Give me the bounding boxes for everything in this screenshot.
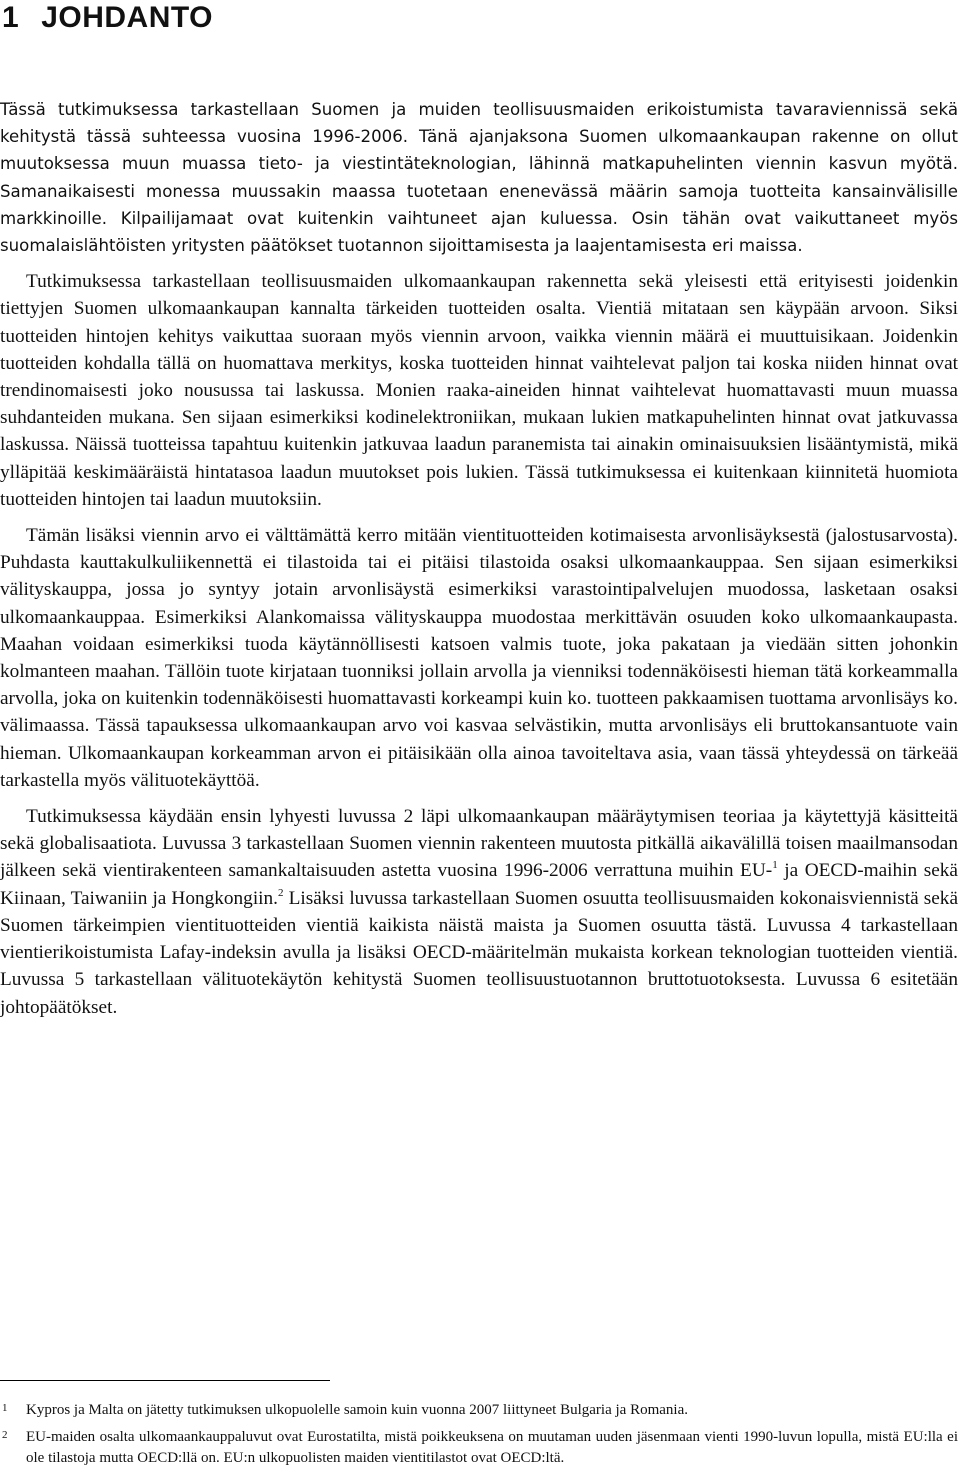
footnote-1: [0, 1400, 958, 1421]
paragraph-2: Tutkimuksessa tarkastellaan teollisuusmaiden ulkomaankaupan rakennetta sekä yleisesti että erityisesti joidenkin tiettyjen Suomen ulkomaankaupan kannalta tärkeiden tuotteiden osalta. Vientiä mitataan sen käypään arvoon. Siksi tuotteiden hintojen kehitys vaikuttaa suoraan myös viennin arvoon, vaikka viennin määrä ei muuttuisikaan. Joidenkin tuotteiden kohdalla tällä on huomattava merkitys, koska tuotteiden hinnat vaihtelevat paljon tai koska niiden hinnat ovat trendinomaisesti joko nousussa tai laskussa. Monien raaka-aineiden hinnat vaihtelevat huomattavasti muun muassa suhdanteiden mukana. Sen sijaan esimerkiksi kodinelektroniikan, mukaan lukien matkapuhelinten hinnat ovat jatkuvassa laskussa. Näissä tuotteissa tapahtuu kuitenkin jatkuvaa laadun paranemista tai ainakin ominaisuuksien lisääntymistä, mikä ylläpitää keskimääräistä hintatasoa laadun muutokset pois lukien. Tässä tutkimuksessa ei kuitenkaan kiinnitetä huomiota tuotteiden hintojen tai laadun muutoksiin.: [0, 271, 958, 510]
paragraph-1: Tässä tutkimuksessa tarkastellaan Suomen ja muiden teollisuusmaiden erikoistumista tavaraviennissä sekä kehitystä tässä suhteessa vuosina 1996-2006. Tänä ajanjaksona Suomen ulkomaankaupan rakenne on ollut muutoksessa muun muassa tieto- ja viestintäteknologian, lähinnä matkapuhelinten viennin kasvun myötä. Samanaikaisesti monessa muussakin maassa tuotetaan enenevässä määrin samoja tuotteita kansainvälisille markkinoille. Kilpailijamaat ovat kuitenkin vaihtuneet ajan kuluessa. Osin tähän ovat vaikuttaneet myös suomalaislähtöisten yritysten päätökset tuotannon sijoittamisesta ja laajentamisesta eri maissa.: [0, 100, 958, 256]
footnote-text: Kypros ja Malta on jätetty tutkimuksen ulkopuolelle samoin kuin vuonna 2007 liittyneet Bulgaria ja Romania.: [26, 1402, 688, 1418]
chapter-number: 1: [2, 1, 20, 34]
chapter-title: JOHDANTO: [41, 1, 213, 34]
paragraph-4-part-b: ja OECD-maihin sekä Kiinaan, Taiwaniin ja Hongkongiin.: [0, 860, 958, 909]
chapter-heading: [2, 0, 213, 36]
paragraph-4-part-a: Tutkimuksessa käydään ensin lyhyesti luvussa 2 läpi ulkomaankaupan määräytymisen teoriaa ja käytettyjä käsitteitä sekä globalisaatiota. Luvussa 3 tarkastellaan Suomen viennin rakenteen muutosta pitkällä aikavälillä toisen maailmansodan jälkeen sekä vientirakenteen samankaltaisuuden astetta vuosina 1996-2006 verrattuna muihin EU-: [0, 806, 958, 882]
paragraph-4-part-c: Lisäksi luvussa tarkastellaan Suomen osuutta teollisuusmaiden kokonaisviennistä sekä Suomen tärkeimpien vientituotteiden vientiä kaikista näistä maista ja Suomen osuutta tästä. Luvussa 4 tarkastellaan vientierikoistumista Lafay-indeksin avulla ja lisäksi OECD-määritelmän mukaista korkean teknologian tuotteiden vientiä. Luvussa 5 tarkastellaan välituotekäytön kehitystä Suomen teollisuustuotannon bruttotuotoksesta. Luvussa 6 esitetään johtopäätökset.: [0, 887, 958, 1018]
paragraph-4: [0, 803, 958, 1021]
body-text: [0, 96, 958, 1021]
footnote-number: 2: [2, 1429, 8, 1441]
footnote-text: EU-maiden osalta ulkomaankauppaluvut ovat Eurostatilta, mistä poikkeuksena on muutaman uuden jäsenmaan vienti 1990-luvun lopulla, mistä EU:lla ei ole tilastoja mutta OECD:llä on. EU:n ulkopuolisten maiden vientitilastot ovat OECD:ltä.: [26, 1429, 958, 1466]
footnote-2: [0, 1427, 958, 1469]
footnotes: [0, 1400, 958, 1475]
footnote-number: 1: [2, 1402, 8, 1414]
paragraph-3: Tämän lisäksi viennin arvo ei välttämättä kerro mitään vientituotteiden kotimaisesta arvonlisäyksestä (jalostusarvosta). Puhdasta kauttakulkuliikennettä ei tilastoida tai ei pitäisi tilastoida osaksi ulkomaankauppaa. Sen sijaan esimerkiksi välityskauppa, jossa jo syntyy jotain arvonlisäystä esimerkiksi varastointipalvelujen muodossa, lasketaan osaksi ulkomaankauppaa. Esimerkiksi Alankomaissa välityskauppa muodostaa merkittävän osuuden koko ulkomaankaupasta. Maahan voidaan esimerkiksi tuoda käytännöllisesti katsoen valmis tuote, joka pakataan ja viedään sitten johonkin kolmanteen maahan. Tällöin tuote kirjataan tuonniksi jollain arvolla ja vienniksi todennäköisesti hieman tätä korkeammalla arvolla, joka on kuitenkin todennäköisesti huomattavasti korkeampi kuin ko. tuotteen pakkaamisen tuottama arvonlisäys ko. välimaassa. Tässä tapauksessa ulkomaankaupan arvo voi kasvaa selvästikin, mutta arvonlisäys eli bruttokansantuote vain hieman. Ulkomaankaupan korkeamman arvon ei pitäisikään olla ainoa tavoiteltava asia, vaan tässä yhteydessä on tärkeää tarkastella myös välituotekäyttöä.: [0, 525, 958, 791]
footnote-ref-1[interactable]: 1: [772, 859, 778, 872]
footnote-ref-2[interactable]: 2: [278, 886, 284, 899]
footnote-divider: [0, 1380, 330, 1381]
